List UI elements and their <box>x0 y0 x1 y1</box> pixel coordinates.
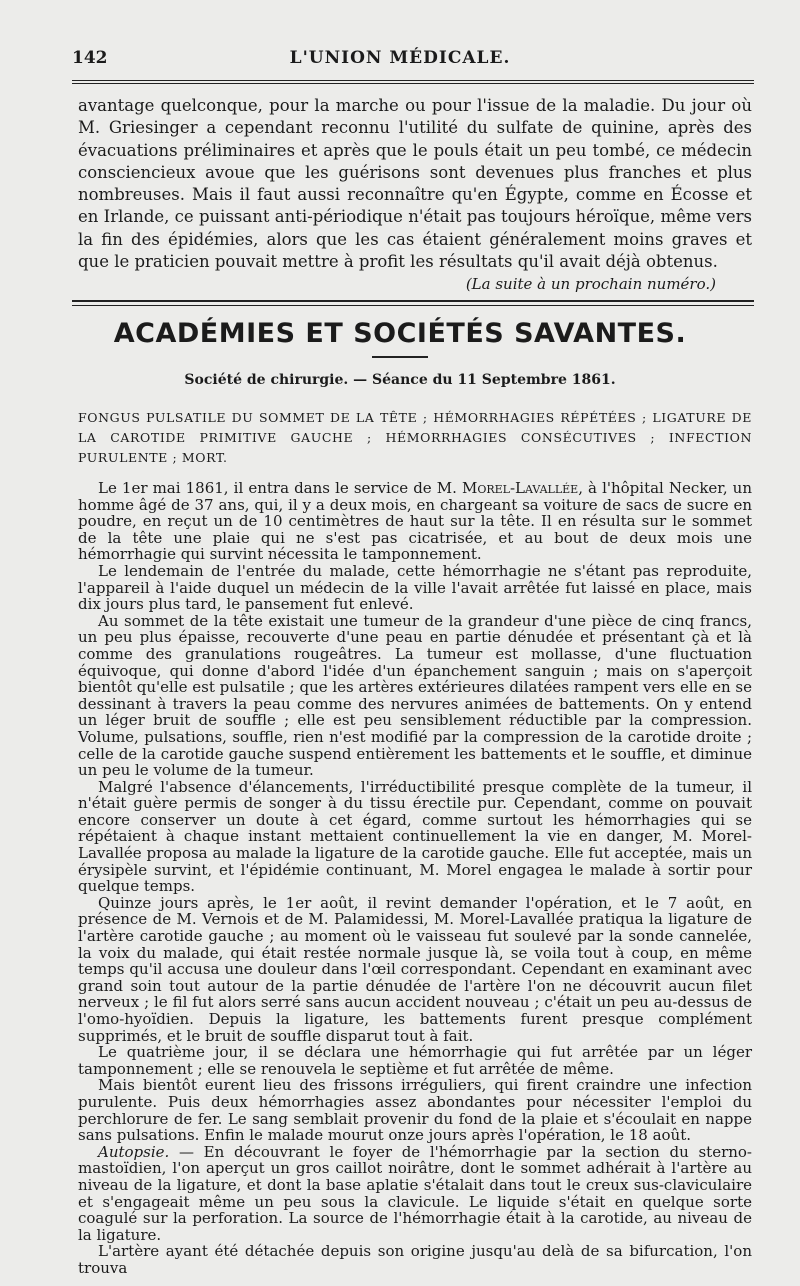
paragraph-5: Quinze jours après, le 1er août, il revint demander l'opération, et le 7 août, en présence de M. Vernois et de M. Palamidessi, M. Morel-Lavallée pratiqua la ligature de l'artère carotide gauche ; au moment où le vaisseau fut soulevé par la sonde cannelée, la voix du malade, qui était restée normale jusque là, se voila tout à coup, en même temps qu'il accusa une douleur dans l'œil correspondant. Cependant en examinant avec grand soin tout autour de la partie dénudée de l'artère l'on ne découvrit aucun filet nerveux ; le fil fut alors serré sans aucun accident nouveau ; c'était un peu au-dessus de l'omo-hyoïdien. Depuis la ligature, les battements furent presque complément supprimés, et le bruit de souffle disparut tout à fait. <box>78 893 752 1045</box>
intro-paragraph: avantage quelconque, pour la marche ou pour l'issue de la maladie. Du jour où M. Griesinger a cependant reconnu l'utilité du sulfate de quinine, après des évacuations préliminaires et après que le pouls était un peu tombé, ce médecin consciencieux avoue que les guérisons sont devenues plus franches et plus nombreuses. Mais il faut aussi reconnaître qu'en Égypte, comme en Écosse et en Irlande, ce puissant anti-périodique n'était pas toujours héroïque, même vers la fin des épidémies, alors que les cas étaient généralement moins graves et que le praticien pouvait mettre à profit les résultats qu'il avait déjà obtenus. <box>78 96 752 272</box>
paragraph-3: Au sommet de la tête existait une tumeur de la grandeur d'une pièce de cinq francs, un peu plus épaisse, recouverte d'une peau en partie dénudée et présentant çà et là comme des granulations rougeâtres. La tumeur est mollasse, d'une fluctuation équivoque, qui donne d'abord l'idée d'un épanchement sanguin ; mais on s'aperçoit bientôt qu'elle est pulsatile ; que les artères extérieures dilatées rampent vers elle en se dessinant à travers la peau comme des nervures animées de battements. On y entend un léger bruit de souffle ; elle est peu sensiblement réductible par la compression. Volume, pulsations, souffle, rien n'est modifié par la compression de la carotide droite ; celle de la carotide gauche suspend entièrement les battements et le souffle, et diminue un peu le volume de la tumeur. <box>78 611 752 780</box>
surgeon-name: Morel-Lavallée <box>461 479 579 497</box>
title-underline <box>372 356 428 358</box>
page-header <box>72 44 728 74</box>
intro-block <box>78 95 752 293</box>
p1-rest: , à l'hôpital Necker, un homme âgé de 37 ans, qui, il y a deux mois, en chargeant sa voiture de sacs de sucre en poudre, en reçut un de 10 centimètres de haut sur la tête. Il en résulta sur le sommet de la tête une plaie qui ne s'est pas cicatrisée, et au bout de deux mois une hémorrhagie qui survint nécessita le tamponnement. <box>78 479 752 564</box>
paragraph-6: Le quatrième jour, il se déclara une hémorrhagie qui fut arrêtée par un léger tamponnement ; elle se renouvela le septième et fut arrêtée de même. <box>78 1043 752 1078</box>
header-rule <box>72 80 754 81</box>
paragraph-9: L'artère ayant été détachée depuis son origine jusqu'au delà de sa bifurcation, l'on trouva <box>78 1242 752 1277</box>
article-body <box>78 480 752 1277</box>
paragraph-2: Le lendemain de l'entrée du malade, cette hémorrhagie ne s'étant pas reproduite, l'appareil à l'aide duquel un médecin de la ville l'avait arrêtée fut laissé en place, mais dix jours plus tard, le pansement fut enlevé. <box>78 561 752 614</box>
paragraph-4: Malgré l'absence d'élancements, l'irréductibilité presque complète de la tumeur, il n'était guère permis de songer à du tissu érectile pur. Cependant, comme on pouvait encore conserver un doute à cet égard, comme surtout les hémorrhagies qui se répétaient à chaque instant mettaient continuellement la vie en danger, M. Morel-Lavallée proposa au malade la ligature de la carotide gauche. Elle fut acceptée, mais un érysipèle survint, et l'épidémie continuant, M. Morel engagea le malade à sortir pour quelque temps. <box>78 777 752 896</box>
paragraph-8 <box>78 1144 752 1244</box>
paragraph-7: Mais bientôt eurent lieu des frissons irréguliers, qui firent craindre une infection purulente. Puis deux hémorrhagies assez abondantes pour nécessiter l'emploi du perchlorure de fer. Le sang semblait provenir du fond de la plaie et s'écoulait en nappe sans pulsations. Enfin le malade mourut onze jours après l'opération, le 18 août. <box>78 1076 752 1145</box>
running-title: L'UNION MÉDICALE. <box>289 48 511 68</box>
paragraph-1 <box>78 480 752 563</box>
page-number: 142 <box>72 48 108 68</box>
section-title: ACADÉMIES ET SOCIÉTÉS SAVANTES. <box>113 318 687 349</box>
autopsy-label: Autopsie. <box>98 1142 170 1161</box>
society-heading: Société de chirurgie. — Séance du 11 Septembre 1861. <box>184 372 616 388</box>
p1-start: Le 1er mai 1861, il entra dans le service de M. <box>98 479 462 497</box>
header-rule-double <box>72 83 754 84</box>
case-title: FONGUS PULSATILE DU SOMMET DE LA TÊTE ; HÉMORRHAGIES RÉPÉTÉES ; LIGATURE DE LA CAROTIDE PRIMITIVE GAUCHE ; HÉMORRHAGIES CONSÉCUTIVES ; INFECTION PURULENTE ; MORT. <box>78 410 752 465</box>
section-rule-double <box>72 305 754 306</box>
p8-rest: — En découvrant le foyer de l'hémorrhagie par la section du sterno-mastoïdien, l'on aperçut un gros caillot noirâtre, dont le sommet adhérait à l'artère au niveau de la ligature, et dont la base aplatie s'étalait dans tout le creux sus-claviculaire et s'engageait même un peu sous la clavicule. Le liquide s'était en quelque sorte coagulé sur la perforation. La source de l'hémorrhagie était à la carotide, au niveau de la ligature. <box>78 1142 752 1244</box>
continuation-note: (La suite à un prochain numéro.) <box>465 275 716 294</box>
section-rule <box>72 300 754 302</box>
